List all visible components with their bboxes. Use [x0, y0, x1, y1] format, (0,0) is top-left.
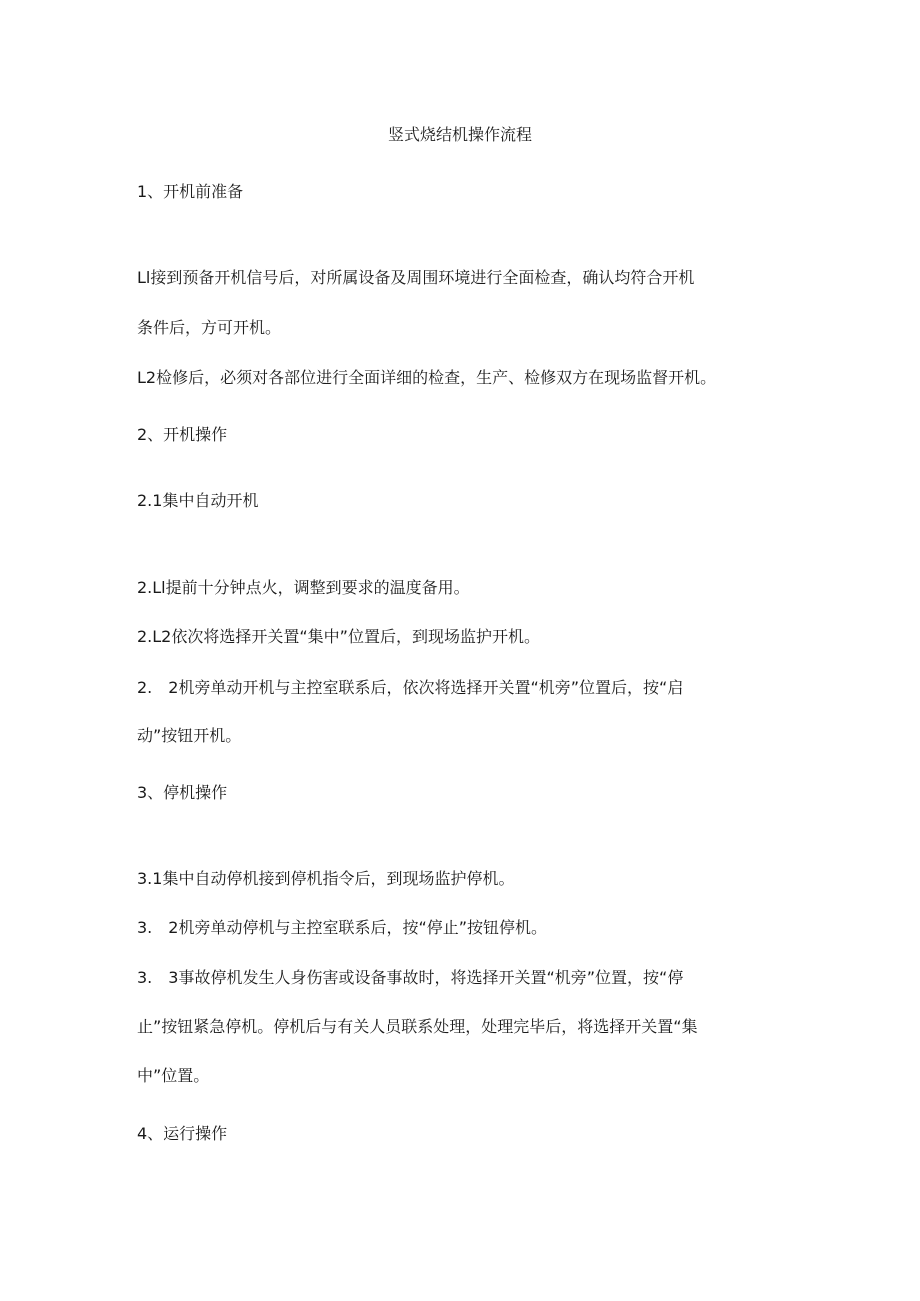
paragraph-line: L2检修后，必须对各部位进行全面详细的检查，生产、检修双方在现场监督开机。: [137, 368, 717, 387]
paragraph-line: 2. 2机旁单动开机与主控室联系后，依次将选择开关置“机旁”位置后，按“启: [137, 678, 684, 697]
paragraph-line: 3. 3事故停机发生人身伤害或设备事故时，将选择开关置“机旁”位置，按“停: [137, 968, 684, 987]
section-heading-4: 4、运行操作: [137, 1124, 228, 1143]
paragraph-line: 2.Ll提前十分钟点火，调整到要求的温度备用。: [137, 578, 470, 597]
paragraph-line: 3.1集中自动停机接到停机指令后，到现场监护停机。: [137, 869, 515, 888]
paragraph-line: 3. 2机旁单动停机与主控室联系后，按“停止”按钮停机。: [137, 918, 548, 937]
document-title: 竖式烧结机操作流程: [387, 125, 532, 144]
section-heading-3: 3、停机操作: [137, 783, 228, 802]
paragraph-line: 动”按钮开机。: [137, 726, 242, 745]
paragraph-line: 中”位置。: [137, 1066, 210, 1085]
paragraph-line: Ll接到预备开机信号后，对所属设备及周围环境进行全面检查，确认均符合开机: [137, 268, 695, 287]
section-heading-2: 2、开机操作: [137, 425, 228, 444]
section-heading-1: 1、开机前准备: [137, 182, 244, 201]
paragraph-line: 2.L2依次将选择开关置“集中”位置后，到现场监护开机。: [137, 627, 540, 646]
subsection-heading: 2.1集中自动开机: [137, 491, 259, 510]
paragraph-line: 条件后，方可开机。: [137, 318, 282, 337]
paragraph-line: 止”按钮紧急停机。停机后与有关人员联系处理，处理完毕后，将选择开关置“集: [137, 1017, 698, 1036]
